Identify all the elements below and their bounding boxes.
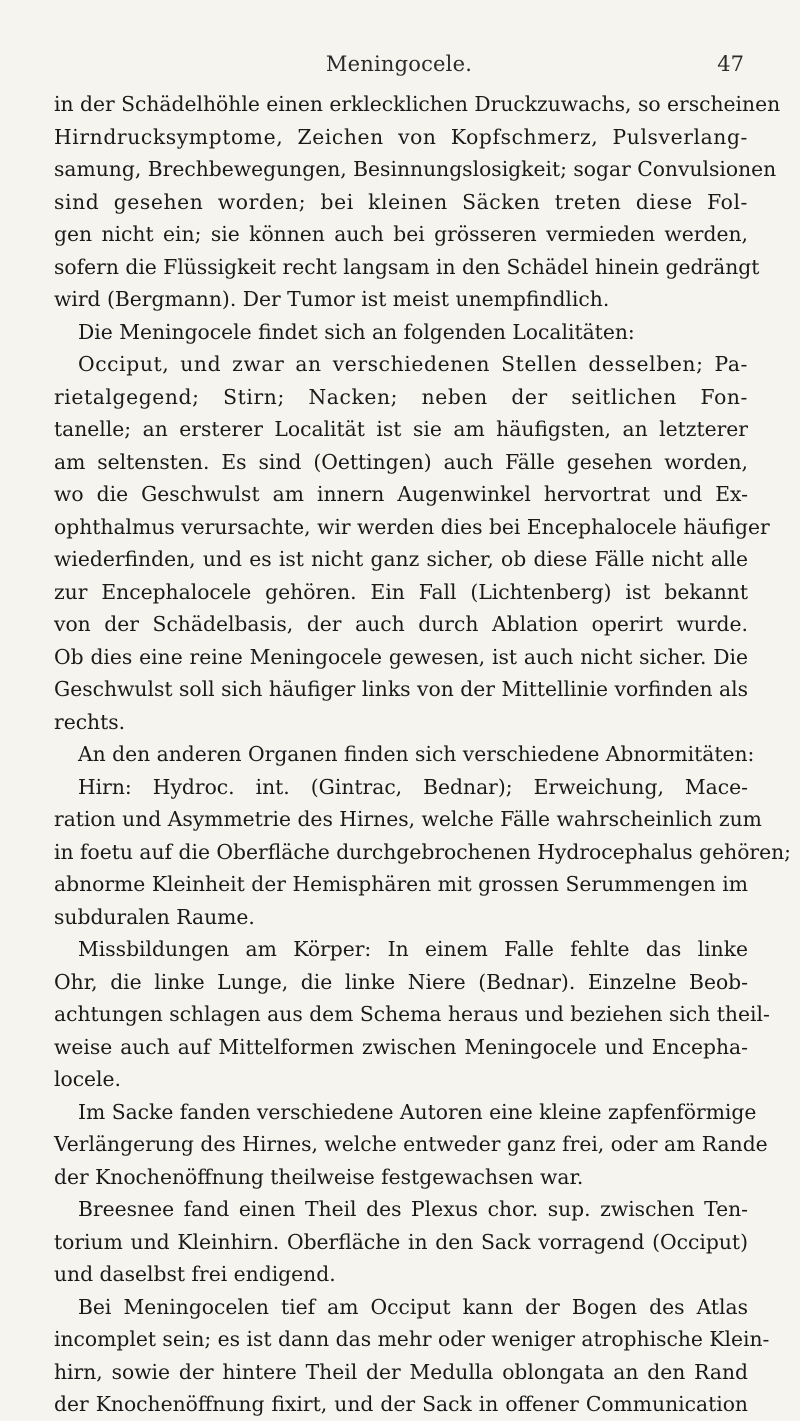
- text-line: wird (Bergmann). Der Tumor ist meist unempfindlich.: [54, 287, 610, 311]
- text-line: gen nicht ein; sie können auch bei grösseren vermieden werden,: [54, 222, 748, 246]
- body-text: [54, 88, 792, 1421]
- text-line: samung, Brechbewegungen, Besinnungslosigkeit; sogar Convulsionen: [54, 157, 777, 181]
- text-line: und daselbst frei endigend.: [54, 1262, 336, 1286]
- text-line: Occiput, und zwar an verschiedenen Stellen desselben; Pa-: [78, 352, 748, 376]
- text-line: in foetu auf die Oberfläche durchgebrochenen Hydrocephalus gehören;: [54, 839, 792, 864]
- text-line: Ohr, die linke Lunge, die linke Niere (Bednar). Einzelne Beob-: [54, 969, 748, 994]
- text-line: Missbildungen am Körper: In einem Falle fehlte das linke: [78, 937, 748, 961]
- text-line: rietalgegend; Stirn; Nacken; neben der seitlichen Fon-: [54, 384, 748, 409]
- text-line: Bei Meningocelen tief am Occiput kann der Bogen des Atlas: [78, 1294, 748, 1319]
- running-head: [54, 52, 744, 82]
- text-line: Verlängerung des Hirnes, welche entweder ganz frei, oder am Rande: [54, 1132, 768, 1156]
- text-line: ophthalmus verursachte, wir werden dies bei Encephalocele häufiger: [54, 514, 770, 539]
- text-line: Geschwulst soll sich häufiger links von der Mittellinie vorfinden als: [54, 677, 748, 701]
- page-title: Meningocele.: [325, 52, 473, 76]
- text-line: wiederfinden, und es ist nicht ganz sicher, ob diese Fälle nicht alle: [54, 547, 748, 571]
- text-line: sind gesehen worden; bei kleinen Säcken treten diese Fol-: [54, 189, 748, 214]
- text-line: Hirn: Hydroc. int. (Gintrac, Bednar); Erweichung, Mace-: [78, 774, 748, 799]
- text-line: locele.: [54, 1067, 121, 1091]
- text-line: Die Meningocele findet sich an folgenden Localitäten:: [78, 319, 635, 344]
- text-line: wo die Geschwulst am innern Augenwinkel hervortrat und Ex-: [54, 482, 748, 506]
- text-line: der Knochenöffnung fixirt, und der Sack in offener Communication: [54, 1392, 748, 1416]
- text-line: von der Schädelbasis, der auch durch Ablation operirt wurde.: [54, 612, 748, 636]
- text-line: Breesnee fand einen Theil des Plexus chor. sup. zwischen Ten-: [78, 1197, 748, 1221]
- text-line: in der Schädelhöhle einen erklecklichen Druckzuwachs, so erscheinen: [54, 92, 781, 116]
- text-line: achtungen schlagen aus dem Schema heraus und beziehen sich theil-: [54, 1002, 770, 1026]
- text-line: tanelle; an ersterer Localität ist sie am häufigsten, an letzterer: [54, 417, 748, 441]
- page-number: 47: [717, 52, 744, 76]
- text-line: am seltensten. Es sind (Oettingen) auch Fälle gesehen worden,: [54, 449, 748, 474]
- text-line: rechts.: [54, 709, 126, 734]
- text-line: sofern die Flüssigkeit recht langsam in den Schädel hinein gedrängt: [54, 254, 760, 279]
- text-line: der Knochenöffnung theilweise festgewachsen war.: [54, 1164, 584, 1189]
- text-line: zur Encephalocele gehören. Ein Fall (Lichtenberg) ist bekannt: [54, 579, 748, 604]
- text-line: weise auch auf Mittelformen zwischen Meningocele und Encepha-: [54, 1034, 748, 1059]
- text-line: Im Sacke fanden verschiedene Autoren eine kleine zapfenförmige: [78, 1099, 757, 1124]
- text-line: An den anderen Organen finden sich verschiedene Abnormitäten:: [78, 742, 755, 766]
- text-line: hirn, sowie der hintere Theil der Medulla oblongata an den Rand: [54, 1359, 748, 1384]
- text-line: ration und Asymmetrie des Hirnes, welche Fälle wahrscheinlich zum: [54, 807, 762, 831]
- text-line: torium und Kleinhirn. Oberfläche in den Sack vorragend (Occiput): [54, 1229, 748, 1254]
- text-line: Hirndrucksymptome, Zeichen von Kopfschmerz, Pulsverlang-: [54, 124, 748, 149]
- text-line: incomplet sein; es ist dann das mehr oder weniger atrophische Klein-: [54, 1327, 770, 1351]
- text-line: Ob dies eine reine Meningocele gewesen, ist auch nicht sicher. Die: [54, 644, 748, 669]
- text-line: abnorme Kleinheit der Hemisphären mit grossen Serummengen im: [54, 872, 748, 896]
- text-line: subduralen Raume.: [54, 904, 255, 929]
